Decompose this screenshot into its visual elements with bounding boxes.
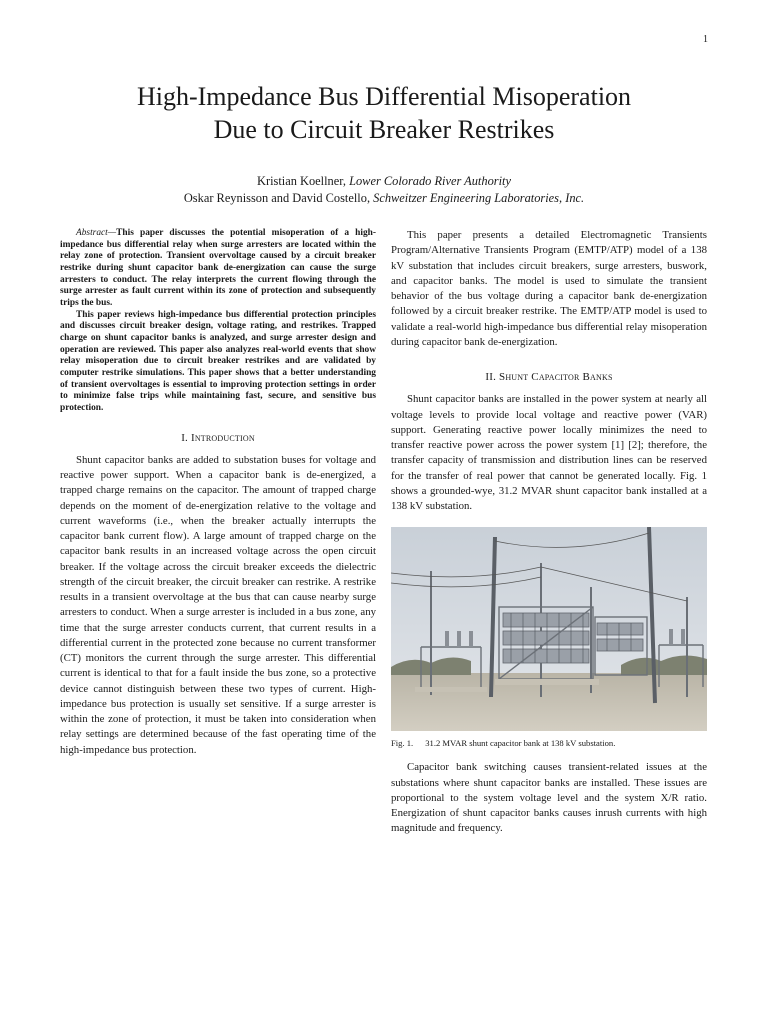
intro-continuation-paragraph: This paper presents a detailed Electromagnetic Transients Program/Alternative Transients Program (EMTP/ATP) model of a 138 kV substation that includes circuit breakers, surge arresters, buswork, and capacitor banks. The model is used to simulate the transient behavior of the bus voltage during a capacitor bank de-energization followed by a circuit breaker restrike. The EMTP/ATP model is used to validate a real-world high-impedance bus differential relay misoperation during capacitor bank de-energization. — [391, 229, 707, 348]
section-heading-introduction — [60, 431, 376, 446]
abstract-paragraph-2: This paper reviews high-impedance bus differential protection principles and discusses circuit breaker design, voltage rating, and restrikes. Trapped charge on shunt capacitor banks is analyzed, and surge arrester design and operation are reviewed. This paper also analyzes real-world events that show relay misoperation due to circuit breaker restrikes and are validated by computer restrike simulations. This paper shows that a better understanding of transient overvoltages is essential to improving protection settings in order to minimize false trips while maintaining fast, secure, and sensitive bus protection. — [60, 309, 376, 413]
author-block — [60, 173, 708, 207]
right-column — [391, 228, 707, 837]
author-name-1: Kristian Koellner, — [257, 174, 346, 188]
shunt-capacitor-paragraph-2: Capacitor bank switching causes transient-related issues at the substations where shunt capacitor banks are installed. These issues are proportional to the system voltage level and the system X/R ratio. Energization of shunt capacitor banks causes inrush currents with high magnitude and frequency. — [391, 761, 707, 835]
section-title: Introduction — [190, 431, 255, 444]
abstract-text-1: This paper discusses the potential misoperation of a high-impedance bus differential relay when surge arresters are located within the relay zone of protection. Transient overvoltage caused by a circuit breaker restrike during shunt capacitor bank de-energization can cause the surge arresters to conduct. The relay interprets the current flowing through the surge arrester as fault current within its zone of protection and subsequently trips the bus. — [60, 228, 376, 308]
section-numeral: I. — [181, 431, 189, 444]
shunt-capacitor-paragraph-1: Shunt capacitor banks are installed in the power system at nearly all voltage levels to provide local voltage and reactive power (VAR) support. Generating reactive power locally minimizes the need to transfer reactive power across the power system [1] [2]; therefore, the transfer capacity of transmission and distribution lines can be reserved for the transfer of real power that cannot be generated locally. Fig. 1 shows a grounded-wye, 31.2 MVAR shunt capacitor bank installed at a 138 kV substation. — [391, 393, 707, 512]
substation-photo — [391, 527, 707, 731]
author-line-2 — [60, 190, 708, 207]
author-affiliation-1: Lower Colorado River Authority — [349, 174, 511, 188]
section-heading-shunt-capacitor-banks — [391, 370, 707, 385]
paper-title — [60, 80, 708, 146]
figure-1-photo — [391, 527, 707, 731]
author-name-2: Oskar Reynisson and David Costello, — [183, 191, 371, 205]
figure-number: Fig. 1. — [391, 738, 414, 749]
introduction-paragraph: Shunt capacitor banks are added to substation buses for voltage and reactive power support. When a capacitor bank is de-energized, a trapped charge remains on the capacitor. The amount of trapped charge depends on the moment of de-energization relative to the voltage and current waveforms (i.e., when the breaker actually interrupts the capacitor bank current flow). A large amount of trapped charge on the capacitor bank results in an increased voltage across the open circuit breaker. If the voltage across the circuit breaker exceeds the dielectric strength of the circuit breaker, the circuit breaker can restrike. A restrike results in a transient overvoltage at the bus that can cause nearby surge arresters to conduct. When a surge arrester is included in a bus zone, any time that the surge arrester conducts current, that current results in a differential current in the protected zone because no current transformer (CT) monitors the current through the surge arrester. This differential current is identical to that for a fault inside the bus zone, so a protective device cannot distinguish between these two types of current. High-impedance bus protection is usually set sensitive. If a surge arrester is within the zone of protection, it must be taken into consideration when relay settings are determined because of the fast operating time of the high-impedance bus protection. — [60, 453, 376, 756]
abstract-paragraph-1: Abstract—This paper discusses the potential misoperation of a high-impedance bus differential relay when surge arresters are located within the relay zone of protection. Transient overvoltage caused by a circuit breaker restrike during shunt capacitor bank de-energization can cause the surge arresters to conduct. The relay interprets the current flowing through the surge arrester as fault current within its zone of protection and subsequently trips the bus. — [60, 228, 376, 308]
author-line-1 — [60, 173, 708, 190]
figure-caption-text: 31.2 MVAR shunt capacitor bank at 138 kV substation. — [425, 738, 616, 749]
abstract — [60, 228, 376, 415]
page-number: 1 — [703, 34, 708, 45]
section-numeral: II. — [485, 371, 497, 383]
author-affiliation-2: Schweitzer Engineering Laboratories, Inc. — [373, 191, 585, 205]
title-line-1: High-Impedance Bus Differential Misoperation — [136, 82, 632, 111]
section-title: Shunt Capacitor Banks — [499, 371, 613, 383]
title-line-2: Due to Circuit Breaker Restrikes — [213, 115, 555, 144]
figure-1-caption — [391, 737, 707, 749]
left-column — [60, 228, 376, 758]
abstract-label: Abstract — [76, 228, 108, 238]
